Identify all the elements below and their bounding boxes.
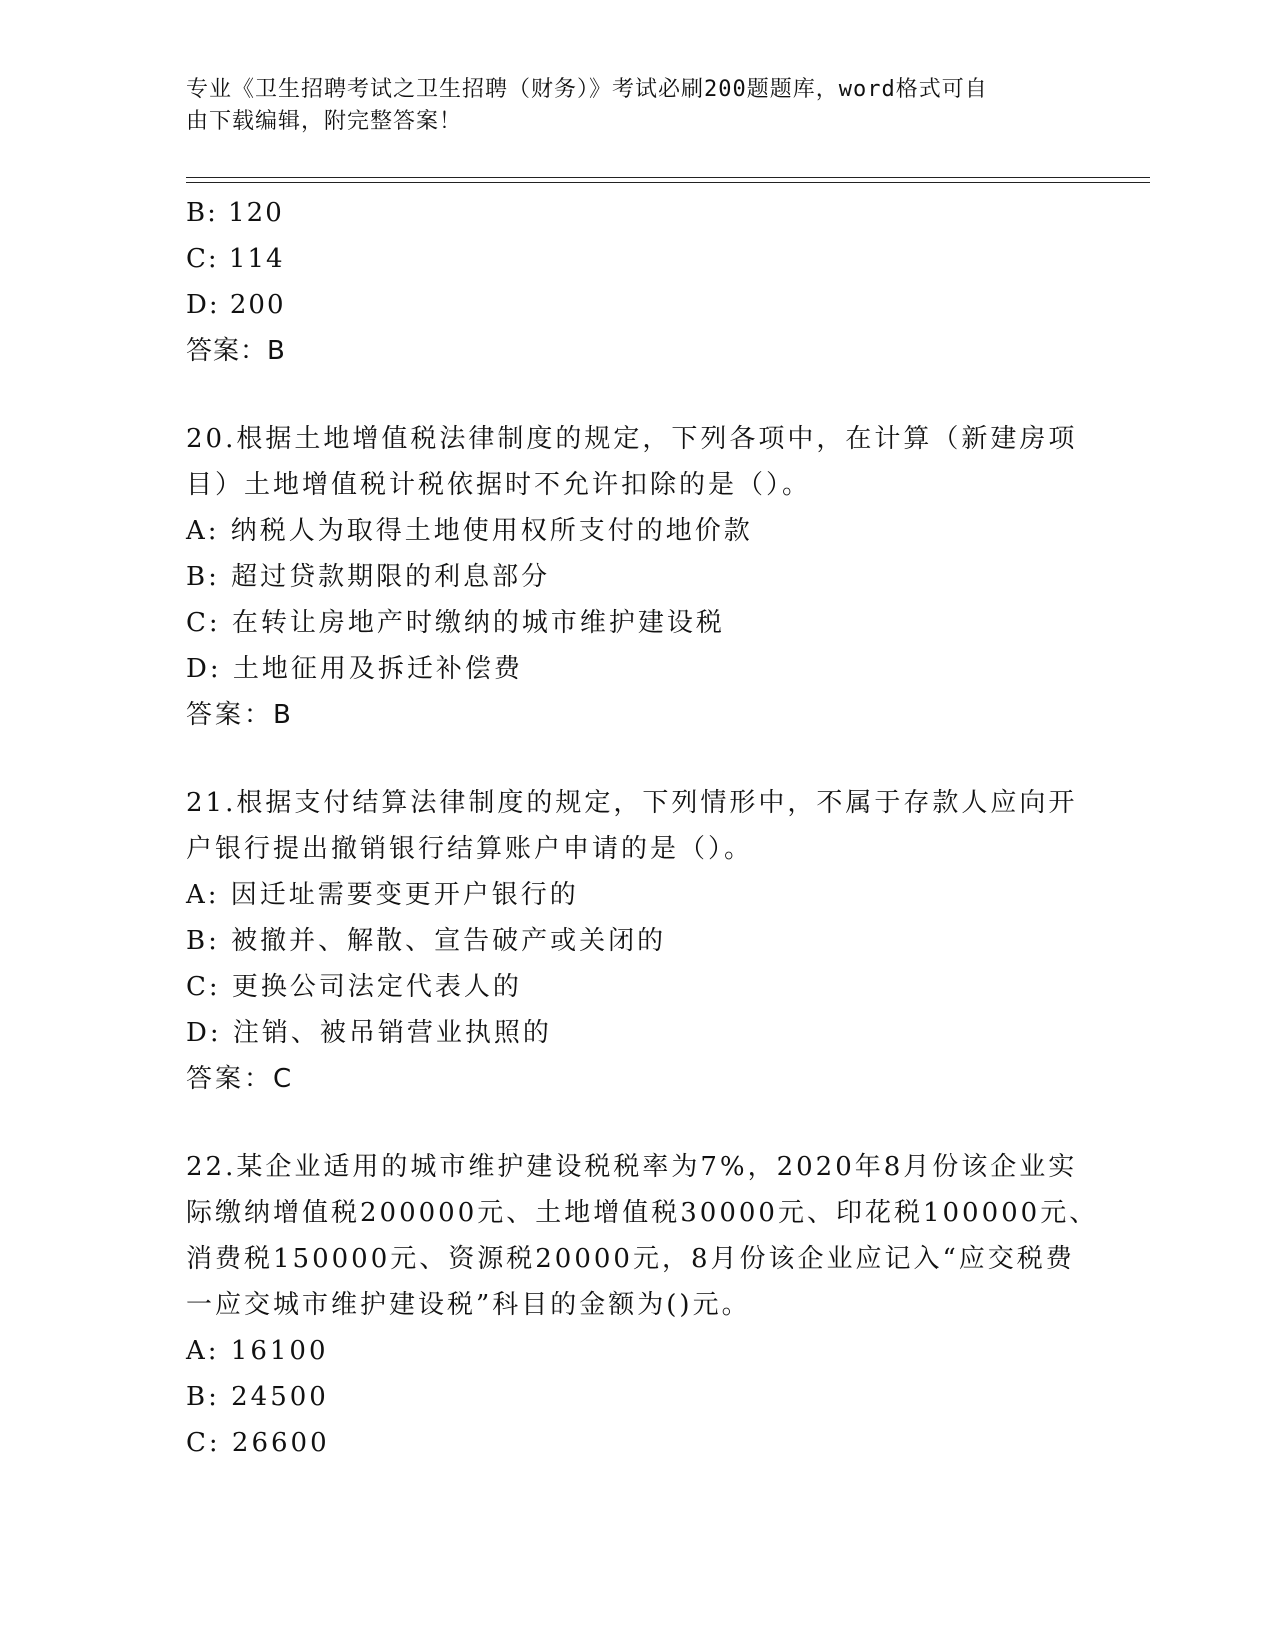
option-d: D: 土地征用及拆迁补偿费 xyxy=(186,654,523,684)
answer-line: 答案：B xyxy=(186,336,286,366)
option-d: D: 200 xyxy=(186,290,286,320)
question-text-line: 户银行提出撤销银行结算账户申请的是（）。 xyxy=(186,834,754,864)
option-b: B: 120 xyxy=(186,198,284,228)
question-text-line: 22.某企业适用的城市维护建设税税率为7%，2020年8月份该企业实 xyxy=(186,1152,1078,1182)
header-rule-top xyxy=(186,177,1150,178)
option-b: B: 被撤并、解散、宣告破产或关闭的 xyxy=(186,926,667,956)
header-line-1: 专业《卫生招聘考试之卫生招聘（财务）》考试必刷200题题库，word格式可自 xyxy=(186,77,988,102)
option-b: B: 超过贷款期限的利息部分 xyxy=(186,562,551,592)
question-block-22 xyxy=(186,1144,1099,1466)
document-header xyxy=(186,74,1066,138)
option-d: D: 注销、被吊销营业执照的 xyxy=(186,1018,552,1048)
question-list xyxy=(186,190,1099,1466)
option-c: C: 114 xyxy=(186,244,285,274)
option-a: A: 纳税人为取得土地使用权所支付的地价款 xyxy=(186,516,753,546)
question-text-line: 际缴纳增值税200000元、土地增值税30000元、印花税100000元、 xyxy=(186,1198,1099,1228)
question-block-19 xyxy=(186,190,1086,374)
option-a: A: 因迁址需要变更开户银行的 xyxy=(186,880,579,910)
header-rule-bottom xyxy=(186,182,1150,183)
question-text-line: 21.根据支付结算法律制度的规定，下列情形中，不属于存款人应向开 xyxy=(186,788,1078,818)
question-text-line: 消费税150000元、资源税20000元，8月份该企业应记入“应交税费 xyxy=(186,1244,1075,1274)
question-text-line: 20.根据土地增值税法律制度的规定，下列各项中，在计算（新建房项 xyxy=(186,424,1078,454)
spacer xyxy=(186,374,1086,416)
option-a: A: 16100 xyxy=(186,1336,329,1366)
question-block-20 xyxy=(186,416,1086,738)
spacer xyxy=(186,1102,1086,1144)
header-line-2: 由下载编辑，附完整答案！ xyxy=(186,109,463,134)
answer-line: 答案：B xyxy=(186,700,294,730)
question-text-line: 一应交城市维护建设税”科目的金额为()元。 xyxy=(186,1290,751,1320)
spacer xyxy=(186,738,1086,780)
option-c: C: 26600 xyxy=(186,1428,330,1458)
option-b: B: 24500 xyxy=(186,1382,329,1412)
option-c: C: 在转让房地产时缴纳的城市维护建设税 xyxy=(186,608,725,638)
question-text-line: 目）土地增值税计税依据时不允许扣除的是（）。 xyxy=(186,470,812,500)
question-block-21 xyxy=(186,780,1086,1102)
option-c: C: 更换公司法定代表人的 xyxy=(186,972,522,1002)
answer-line: 答案：C xyxy=(186,1064,295,1094)
